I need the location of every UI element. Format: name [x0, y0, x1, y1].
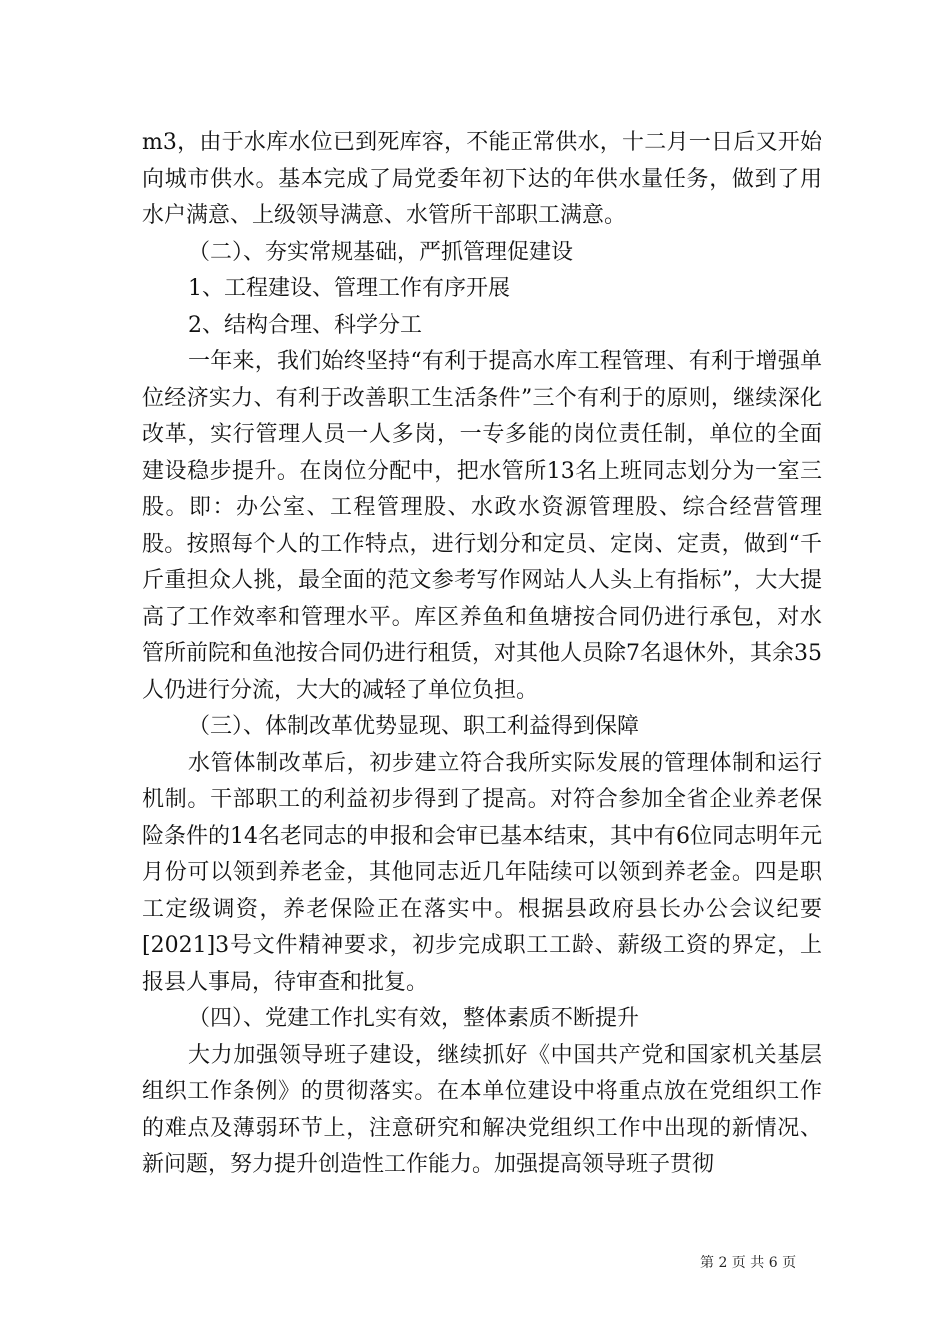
section-heading-3: （三）、体制改革优势显现、职工利益得到保障	[188, 714, 640, 739]
subheading-2: 2、结构合理、科学分工	[188, 312, 422, 338]
subheading-1: 1、工程建设、管理工作有序开展	[188, 276, 510, 301]
page-number-footer: 第 2 页 共 6 页	[700, 1255, 797, 1271]
paragraph-reform: 一年来，我们始终坚持“有利于提高水库工程管理、有利于增强单位经济实力、有利于改善职工生活条件”三个有利于的原则，继续深化改革，实行管理人员一人多岗，一专多能的岗位责任制，单位的全面建设稳步提升。在岗位分配中，把水管所13名上班同志划分为一室三股。即：办公室、工程管理股、水政水资源管理股、综合经营管理股。按照每个人的工作特点，进行划分和定员、定岗、定责，做到“千斤重担众人挑，最全面的范文参考写作网站人人头上有指标”，大大提高了工作效率和管理水平。库区养鱼和鱼塘按合同仍进行承包，对水管所前院和鱼池按合同仍进行租赁，对其他人员除7名退休外，其余35人仍进行分流，大大的减轻了单位负担。	[142, 349, 822, 703]
document-body	[142, 125, 822, 1184]
paragraph-party-building: 大力加强领导班子建设，继续抓好《中国共产党和国家机关基层组织工作条例》的贯彻落实。在本单位建设中将重点放在党组织工作的难点及薄弱环节上，注意研究和解决党组织工作中出现的新情况、新问题，努力提升创造性工作能力。加强提高领导班子贯彻	[142, 1042, 822, 1177]
section-heading-4: （四）、党建工作扎实有效，整体素质不断提升	[188, 1006, 640, 1031]
paragraph-system-reform: 水管体制改革后，初步建立符合我所实际发展的管理体制和运行机制。干部职工的利益初步得到了提高。对符合参加全省企业养老保险条件的14名老同志的申报和会审已基本结束，其中有6位同志明年元月份可以领到养老金，其他同志近几年陆续可以领到养老金。四是职工定级调资，养老保险正在落实中。根据县政府县长办公会议纪要[2021]3号文件精神要求，初步完成职工工龄、薪级工资的界定，上报县人事局，待审查和批复。	[142, 750, 822, 995]
section-heading-2: （二）、夯实常规基础，严抓管理促建设	[188, 239, 574, 265]
paragraph-continuation: m3，由于水库水位已到死库容，不能正常供水，十二月一日后又开始向城市供水。基本完成了局党委年初下达的年供水量任务，做到了用水户满意、上级领导满意、水管所干部职工满意。	[142, 130, 822, 228]
